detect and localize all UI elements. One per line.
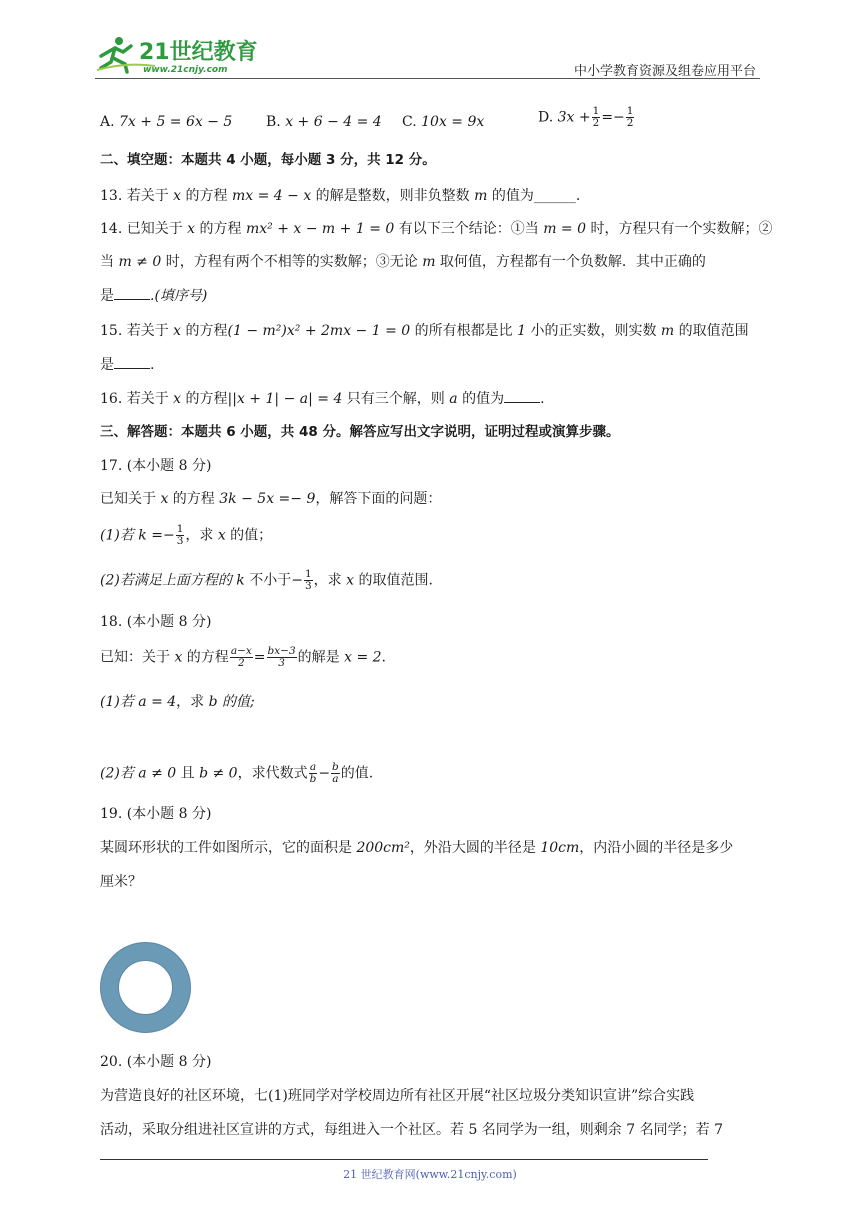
question-18-part-2: (2)若 a ≠ 0 且 b ≠ 0，求代数式 $\frac{a}{b}$ − $\frac{b}{a}$ 的值.	[100, 761, 374, 785]
footer-link[interactable]: 21 世纪教育网(www.21cnjy.com)	[343, 1168, 517, 1181]
fraction: $\frac{a}{b}$	[309, 761, 317, 785]
fraction: $\frac{1}{3}$	[176, 523, 184, 547]
question-18-stem: 已知：关于 x 的方程 $\frac{a-x}{2}$ = $\frac{bx-3}{3}$ 的解是 x = 2.	[100, 645, 386, 669]
question-20-line-1: 为营造良好的社区环境，七(1)班同学对学校周边所有社区开展“社区垃圾分类知识宣讲”综合实践	[100, 1088, 695, 1104]
question-15-line-2: 是 .	[100, 354, 154, 375]
question-17-title: 17. (本小题 8 分)	[100, 458, 212, 474]
fraction: $\frac{b}{a}$	[332, 761, 339, 785]
section-solve-title: 三、解答题：本题共 6 小题，共 48 分。解答应写出文字说明，证明过程或演算步骤。	[100, 424, 620, 440]
fraction: $\frac{a-x}{2}$	[230, 645, 252, 669]
question-17-part-1: (1)若 k =− $\frac{1}{3}$ ，求 x 的值；	[100, 523, 273, 547]
question-19-line-2: 厘米？	[100, 874, 142, 890]
option-b[interactable]: B. x + 6 − 4 = 4	[266, 114, 382, 130]
svg-text:21世纪教育: 21世纪教育	[139, 40, 258, 65]
question-14-line-2: 当 m ≠ 0 时，方程有两个不相等的实数解；③无论 m 取何值，方程都有一个负数解．其中正确的	[100, 254, 706, 270]
question-17-stem: 已知关于 x 的方程 3k − 5x =− 9，解答下面的问题：	[100, 491, 442, 507]
question-19-title: 19. (本小题 8 分)	[100, 806, 212, 822]
question-18-title: 18. (本小题 8 分)	[100, 614, 212, 630]
fraction: $\frac{1}{3}$	[304, 568, 312, 592]
option-c[interactable]: C. 10x = 9x	[402, 114, 485, 130]
question-18-part-1: (1)若 a = 4，求 b 的值;	[100, 694, 255, 710]
answer-blank[interactable]	[114, 285, 150, 300]
option-d[interactable]: D. 3x + $\frac{1}{2}$ =− $\frac{1}{2}$	[538, 105, 634, 129]
site-logo	[95, 32, 265, 76]
choice-options	[100, 105, 766, 136]
fraction: $\frac{1}{2}$	[592, 105, 600, 129]
runner-logo-icon	[95, 32, 265, 76]
answer-blank[interactable]	[114, 354, 150, 369]
footer-divider	[100, 1159, 708, 1160]
page-header	[95, 32, 760, 80]
question-14-line-3: 是 .(填序号)	[100, 285, 207, 306]
question-19-line-1: 某圆环形状的工件如图所示，它的面积是 200cm²，外沿大圆的半径是 10cm，内沿小圆的半径是多少	[100, 840, 734, 856]
question-15-line-1: 15. 若关于 x 的方程(1 − m²)x² + 2mx − 1 = 0 的所有根都是比 1 小的正实数，则实数 m 的取值范围	[100, 323, 749, 339]
header-divider	[95, 78, 760, 79]
section-fill-blank-title: 二、填空题：本题共 4 小题，每小题 3 分，共 12 分。	[100, 152, 436, 168]
question-14-line-1: 14. 已知关于 x 的方程 mx² + x − m + 1 = 0 有以下三个结论：①当 m = 0 时，方程只有一个实数解；②	[100, 221, 773, 237]
question-16: 16. 若关于 x 的方程||x + 1| − a| = 4 只有三个解，则 a 的值为 .	[100, 388, 545, 409]
platform-name: 中小学教育资源及组卷应用平台	[573, 64, 756, 79]
question-20-title: 20. (本小题 8 分)	[100, 1054, 212, 1070]
fraction: $\frac{1}{2}$	[626, 105, 634, 129]
question-17-part-2: (2)若满足上面方程的 k 不小于− $\frac{1}{3}$ ，求 x 的取值范围.	[100, 568, 433, 592]
question-13: 13. 若关于 x 的方程 mx = 4 − x 的解是整数，则非负整数 m 的值为______.	[100, 188, 581, 204]
answer-blank[interactable]	[504, 388, 540, 403]
annulus-figure	[98, 940, 193, 1035]
svg-text:www.21cnjy.com: www.21cnjy.com	[143, 65, 228, 75]
fraction: $\frac{bx-3}{3}$	[267, 645, 296, 669]
question-20-line-2: 活动，采取分组进社区宣讲的方式，每组进入一个社区。若 5 名同学为一组，则剩余 7 名同学；若 7	[100, 1122, 723, 1138]
option-a[interactable]: A. 7x + 5 = 6x − 5	[100, 114, 233, 130]
